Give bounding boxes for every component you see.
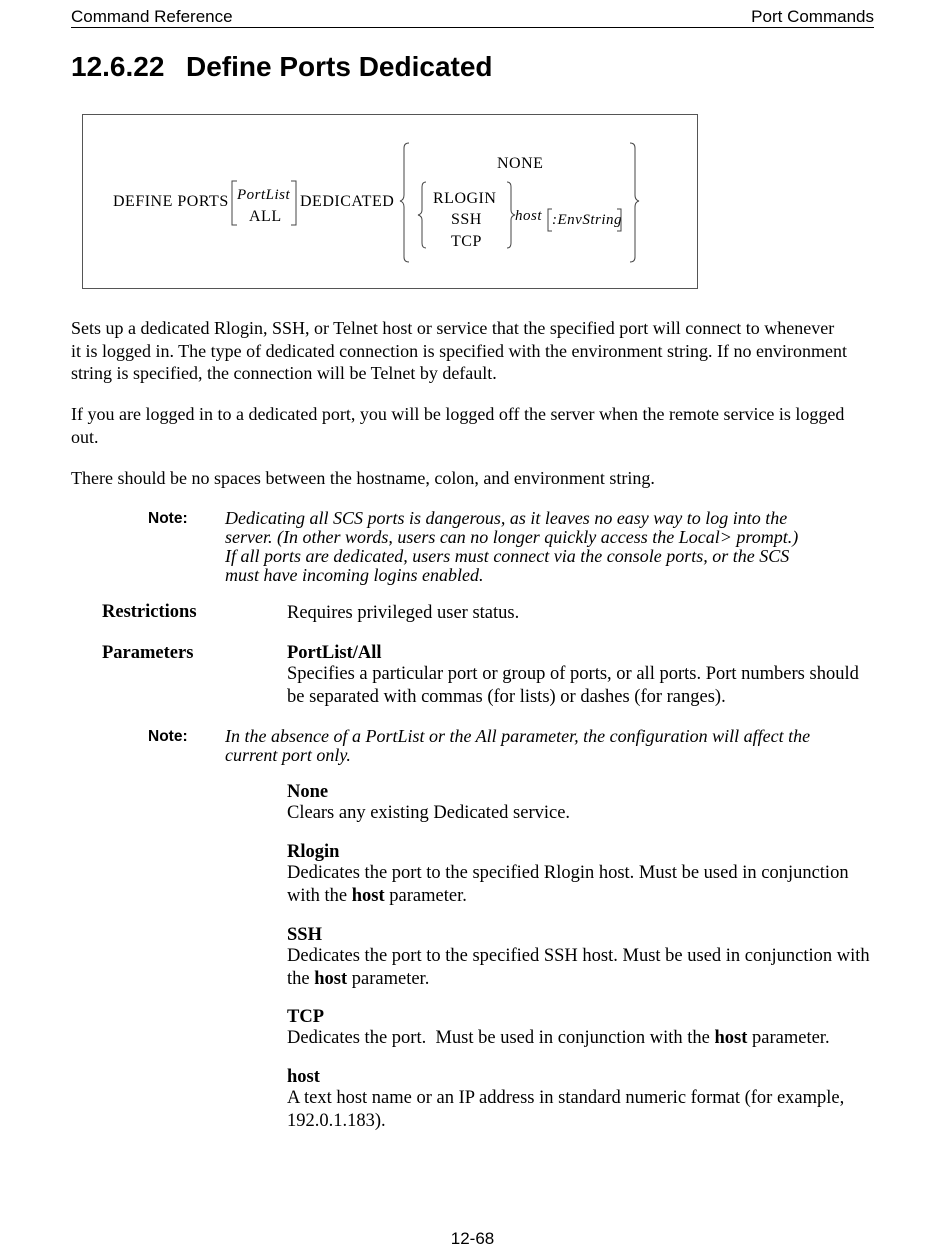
param-tcp-line <box>287 1027 877 1050</box>
description-line-3: string is specified, the connection will be Telnet by default. <box>71 363 497 383</box>
syntax-none: NONE <box>497 155 544 172</box>
text-run: parameter. <box>747 1028 830 1048</box>
param-none <box>287 782 877 825</box>
section-number: 12.6.22 <box>71 51 165 82</box>
spacing-paragraph <box>71 467 875 490</box>
header-right: Port Commands <box>751 7 874 26</box>
note-line-4: must have incoming logins enabled. <box>225 565 484 585</box>
param-none-term: None <box>287 782 329 802</box>
note-line-2: server. (In other words, users can no longer quickly access the Local> prompt.) <box>225 527 799 547</box>
syntax-rlogin: RLOGIN <box>433 190 497 207</box>
portlist-right-bracket <box>291 181 296 225</box>
restrictions-text: Requires privileged user status. <box>287 603 520 623</box>
section-title <box>71 51 493 83</box>
syntax-command: DEFINE PORTS <box>113 193 229 210</box>
param-host-line-2: 192.0.1.183). <box>287 1110 386 1131</box>
syntax-tcp: TCP <box>451 233 482 250</box>
note-text <box>225 509 835 585</box>
param-ssh-line-2 <box>287 968 877 991</box>
description-line-2: it is logged in. The type of dedicated connection is specified with the environment string. If no environment <box>71 340 847 361</box>
param-host-line-1: A text host name or an IP address in standard numeric format (for example, <box>287 1088 845 1108</box>
restrictions-heading: Restrictions <box>102 602 197 622</box>
page-number: 12-68 <box>450 1229 495 1248</box>
syntax-portlist: PortList <box>237 187 291 203</box>
inner-right-brace <box>507 182 515 248</box>
syntax-envstring: :EnvString <box>552 212 622 228</box>
note-line-1: In the absence of a PortList or the All parameter, the configuration will affect the <box>225 726 811 746</box>
description-paragraph <box>71 317 875 385</box>
host-keyword: host <box>351 885 385 906</box>
param-rlogin-term: Rlogin <box>287 842 340 862</box>
param-rlogin <box>287 842 877 907</box>
logoff-line-1: If you are logged in to a dedicated port, you will be logged off the server when the remote service is logged <box>71 404 845 424</box>
text-run: the <box>287 968 315 989</box>
note-line-2: current port only. <box>225 745 351 765</box>
text-run: Dedicates the port. Must be used in conjunction with the <box>287 1028 715 1048</box>
param-ssh <box>287 925 877 990</box>
note-line-3: If all ports are dedicated, users must connect via the console ports, or the SCS <box>225 546 790 566</box>
logoff-paragraph <box>71 403 875 448</box>
param-tcp <box>287 1007 877 1050</box>
spacing-line: There should be no spaces between the hostname, colon, and environment string. <box>71 468 655 488</box>
param-portlist-line-1: Specifies a particular port or group of ports, or all ports. Port numbers should <box>287 664 859 684</box>
param-portlist <box>287 643 877 708</box>
param-rlogin-line-2 <box>287 885 877 908</box>
param-none-text: Clears any existing Dedicated service. <box>287 803 571 823</box>
param-ssh-term: SSH <box>287 925 322 945</box>
inner-left-brace <box>418 182 426 248</box>
running-header <box>71 7 874 28</box>
outer-left-brace <box>400 143 409 262</box>
param-portlist-term: PortList/All <box>287 643 382 663</box>
note-label: Note: <box>148 510 188 527</box>
syntax-diagram <box>82 114 698 289</box>
param-rlogin-line-1: Dedicates the port to the specified Rlogin host. Must be used in conjunction <box>287 863 849 883</box>
parameters-heading: Parameters <box>102 643 194 663</box>
text-run: parameter. <box>384 885 467 906</box>
syntax-svg <box>83 115 697 288</box>
text-run: parameter. <box>347 968 430 989</box>
text-run: with the <box>287 885 352 906</box>
header-left: Command Reference <box>71 7 233 26</box>
syntax-host: host <box>515 208 543 224</box>
param-host <box>287 1067 877 1132</box>
description-line-1: Sets up a dedicated Rlogin, SSH, or Telnet host or service that the specified port will connect to whenever <box>71 318 835 338</box>
outer-right-brace <box>630 143 639 262</box>
param-ssh-line-1: Dedicates the port to the specified SSH host. Must be used in conjunction with <box>287 946 870 966</box>
syntax-all: ALL <box>249 208 282 225</box>
host-keyword: host <box>314 968 348 989</box>
param-portlist-line-2: be separated with commas (for lists) or dashes (for ranges). <box>287 686 726 707</box>
note-line-1: Dedicating all SCS ports is dangerous, as it leaves no easy way to log into the <box>225 508 788 528</box>
host-keyword: host <box>714 1028 748 1048</box>
param-tcp-term: TCP <box>287 1007 324 1027</box>
logoff-line-2: out. <box>71 426 99 447</box>
note-text <box>225 727 835 765</box>
section-heading: Define Ports Dedicated <box>186 51 493 82</box>
syntax-dedicated: DEDICATED <box>300 193 395 210</box>
syntax-ssh: SSH <box>451 211 482 228</box>
param-host-term: host <box>287 1067 320 1087</box>
note-label: Note: <box>148 728 188 745</box>
